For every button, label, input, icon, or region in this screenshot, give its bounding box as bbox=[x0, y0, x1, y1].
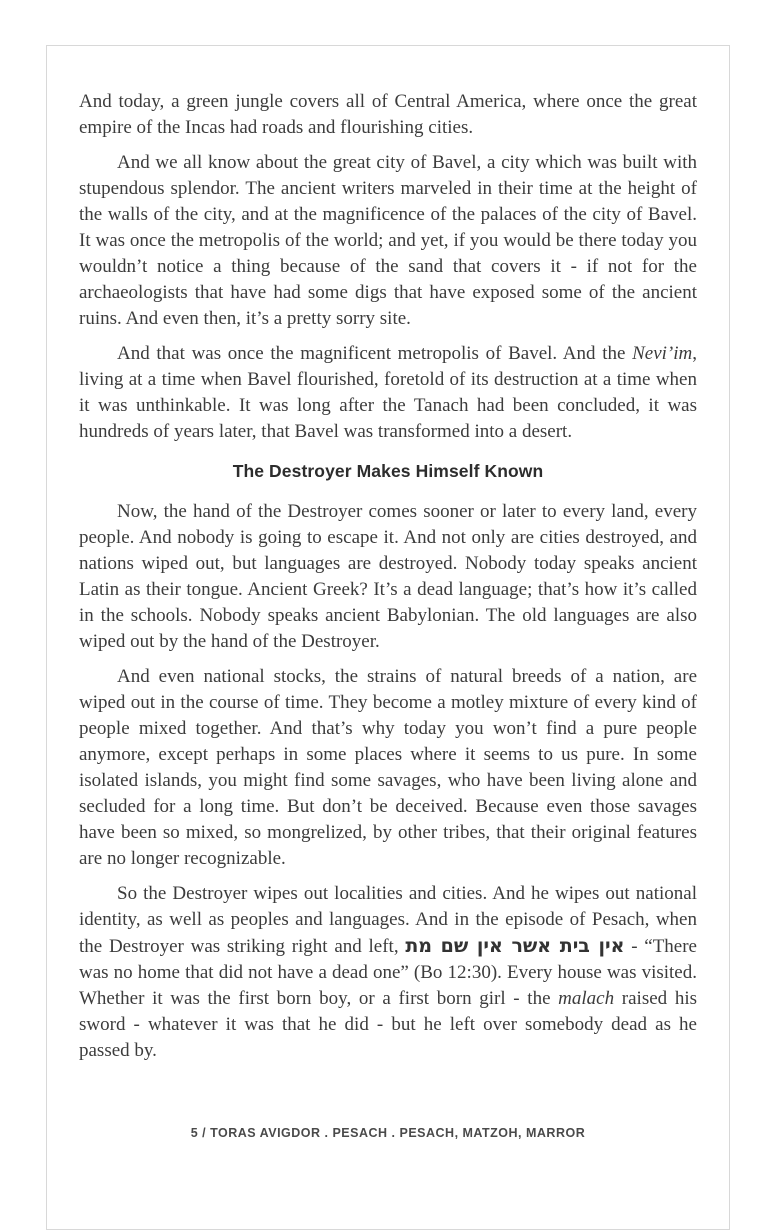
paragraph-neviim bbox=[79, 341, 697, 445]
paragraph-text: , living at a time when Bavel flourished, foretold of its destruction at a time when it was unthinkable. It was long after the Tanach had been concluded, it was hundreds of years later, that Bavel was transformed into a desert. bbox=[79, 343, 697, 442]
italic-term-malach: malach bbox=[558, 988, 615, 1009]
page-footer bbox=[47, 1126, 729, 1140]
paragraph-text: And that was once the magnificent metropolis of Bavel. And the bbox=[117, 343, 633, 364]
paragraph-central-america: And today, a green jungle covers all of Central America, where once the great empire of the Incas had roads and flourishing cities. bbox=[79, 91, 697, 138]
italic-term-neviim: Nevi’im bbox=[632, 343, 693, 364]
hebrew-phrase: אין בית אשר אין שם מת bbox=[405, 935, 625, 957]
paragraph-text: raised his sword - whatever it was that he did - but he left over somebody dead as he passed by. bbox=[79, 988, 697, 1061]
paragraph-bavel-city: And we all know about the great city of Bavel, a city which was built with stupendous splendor. The ancient writers marveled in their time at the height of the walls of the city, and at the magnificence of the palaces of the city of Bavel. It was once the metropolis of the world; and yet, if you would be there today you wouldn’t notice a thing because of the sand that covers it - if not for the archaeologists that have had some digs that have exposed some of the ancient ruins. And even then, it’s a pretty sorry site. bbox=[79, 152, 697, 329]
paragraph-national-stocks: And even national stocks, the strains of natural breeds of a nation, are wiped out in the course of time. They become a motley mixture of every kind of people mixed together. And that’s why today you won’t find a pure people anymore, except perhaps in some places where it seems to us pure. In some isolated islands, you might find some savages, who have been living alone and secluded for a long time. But don’t be deceived. Because even those savages have been so mixed, so mongrelized, by other tribes, that their original features are no longer recognizable. bbox=[79, 666, 697, 869]
document-page bbox=[46, 45, 730, 1230]
page-content bbox=[79, 89, 697, 1064]
paragraph-text: So the Destroyer wipes out localities and cities. And he wipes out national identity, as well as peoples and languages. And in the episode of Pesach, when the Destroyer was striking right and left, bbox=[79, 883, 697, 957]
paragraph-text: - “There was no home that did not have a dead one” (Bo 12:30). Every house was visited. Whether it was the first born boy, or a first born girl - the bbox=[79, 936, 697, 1009]
section-heading: The Destroyer Makes Himself Known bbox=[232, 461, 544, 481]
footer-text: 5 / TORAS AVIGDOR . PESACH . PESACH, MATZOH, MARROR bbox=[190, 1126, 586, 1140]
paragraph-hand-of-destroyer: Now, the hand of the Destroyer comes sooner or later to every land, every people. And nobody is going to escape it. And not only are cities destroyed, and nations wiped out, but languages are destroyed. Nobody today speaks ancient Latin as their tongue. Ancient Greek? It’s a dead language; that’s how it’s called in the schools. Nobody speaks ancient Babylonian. The old languages are also wiped out by the hand of the Destroyer. bbox=[79, 501, 697, 652]
paragraph-pesach-episode bbox=[79, 881, 697, 1064]
